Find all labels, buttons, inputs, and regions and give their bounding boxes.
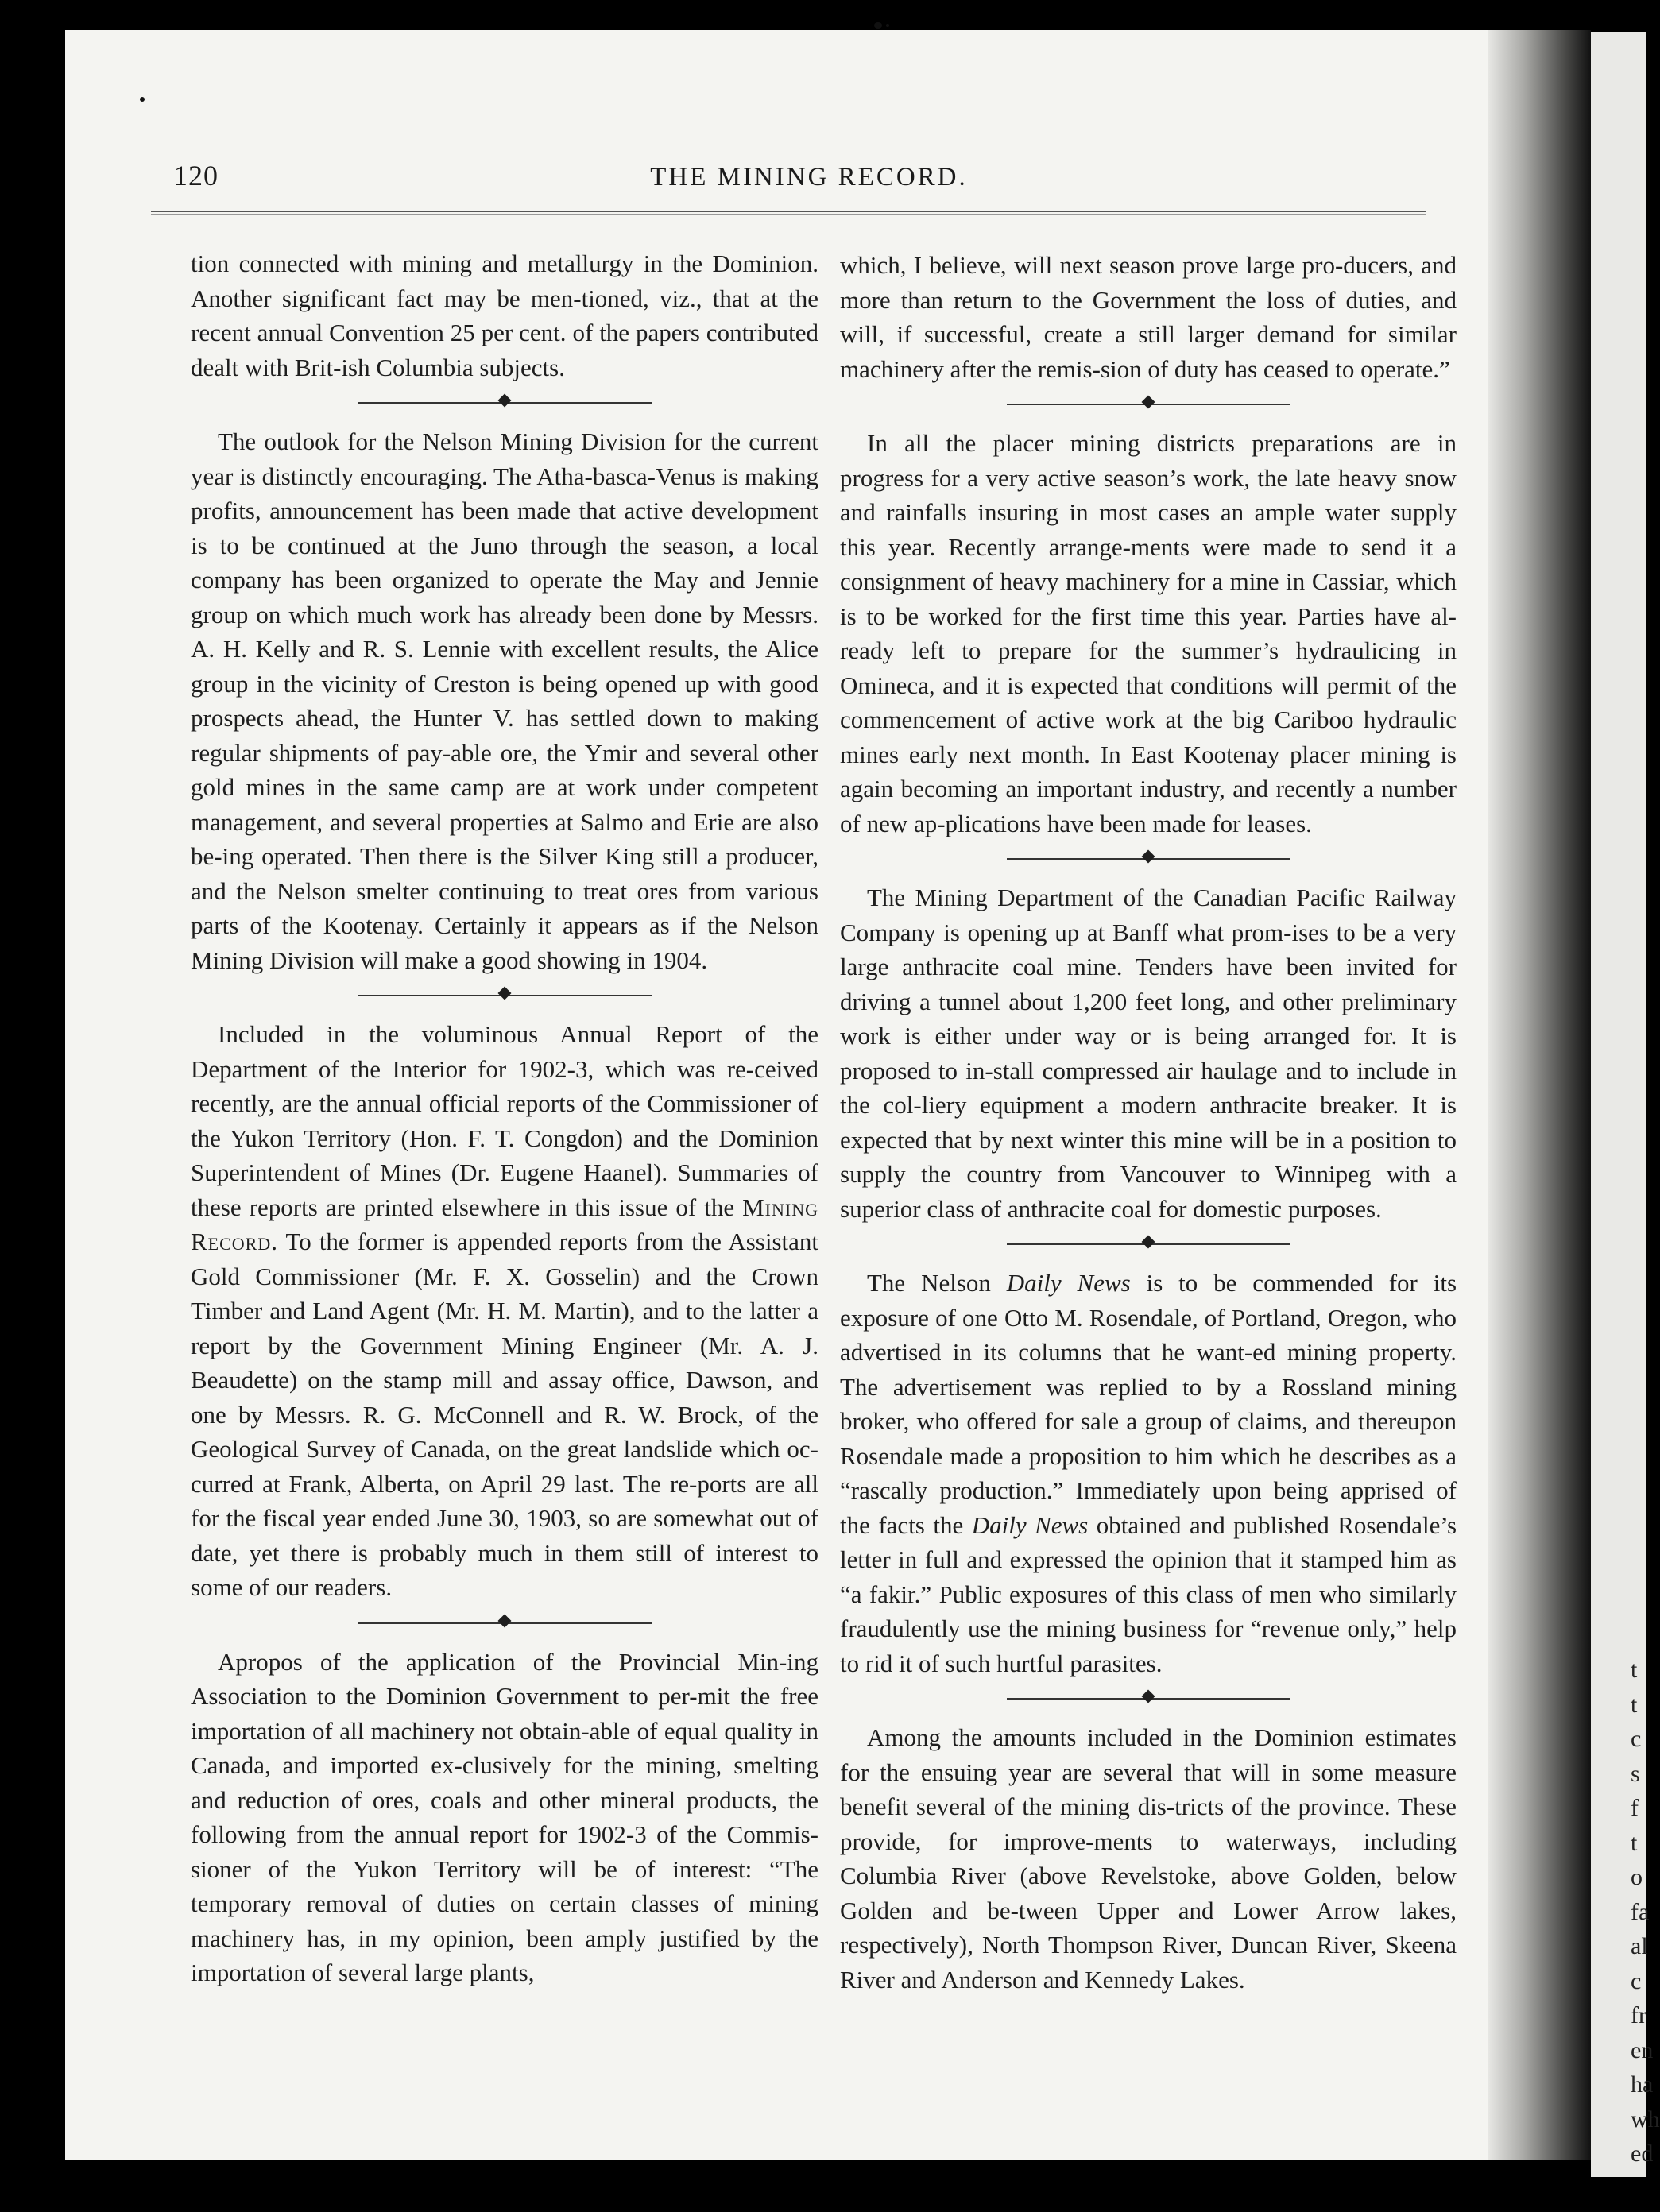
scan-speck <box>886 24 889 27</box>
paragraph: Apropos of the application of the Provincial Min-ing Association to the Dominion Government to per-mit the free importation of all machinery not obtain-able of equal quality in Canada, and imported ex-clusively for the mining, smelting and reduction of ores, coals and other mineral products, the following from the annual report for 1902-3 of the Commis-sioner of the Yukon Territory will be of interest: “The temporary removal of duties on certain classes of mining machinery has, in my opinion, been amply justified by the importation of several large plants, <box>191 1647 818 1986</box>
paragraph-text: obtained and published Rosendale’s letter in full and expressed the opinion that it stamped him as “a fakir.” Public exposures of this class of men who similarly fraudulently use the mining business for “revenue only,” help to rid it of such hurtful parasites. <box>840 1510 1457 1677</box>
right-column <box>840 248 1457 1997</box>
binding-shadow <box>1488 30 1591 2160</box>
diamond-ornament-icon <box>498 987 512 1000</box>
scan-speck <box>140 97 145 102</box>
section-divider <box>191 385 818 424</box>
paragraph <box>191 1017 818 1605</box>
section-divider <box>840 1226 1457 1266</box>
running-head: THE MINING RECORD. <box>650 163 968 191</box>
newspaper-name: Daily News <box>971 1510 1089 1539</box>
facing-page-edge <box>1591 32 1660 2177</box>
section-divider <box>191 977 818 1017</box>
paragraph-text: Included in the voluminous Annual Report of the Department of the Interior for 1902-3, which was re-ceived recently, are the annual official reports of the Commissioner of the Yukon Territory (Hon. F. T. Congdon) and the Dominion Superintendent of Mines (Dr. Eugene Haanel). Summaries of these reports are printed elsewhere in this issue of the <box>191 1020 818 1221</box>
page-number: 120 <box>173 160 219 191</box>
paragraph: The outlook for the Nelson Mining Division for the current year is distinctly encouraging. The Atha-basca-Venus is making profits, announcement has been made that active development is to be continued at the Juno through the season, a local company has been organized to operate the May and Jennie group on which much work has already been done by Messrs. A. H. Kelly and R. S. Lennie with excellent results, the Alice group in the vicinity of Creston is being opened up with good prospects ahead, the Hunter V. has settled down to making regular shipments of pay-able ore, the Ymir and several other gold mines in the same camp are at work under competent management, and several properties at Salmo and Erie are also be-ing operated. Then there is the Silver King still a producer, and the Nelson smelter continuing to treat ores from various parts of the Kootenay. Certainly it appears as if the Nelson Mining Division will make a good showing in 1904. <box>191 427 818 974</box>
diamond-ornament-icon <box>498 1614 512 1627</box>
paragraph <box>840 1266 1457 1680</box>
diamond-ornament-icon <box>1142 1690 1155 1703</box>
left-column <box>191 246 818 1990</box>
header-rule <box>151 211 1426 215</box>
newspaper-name: Daily News <box>1006 1269 1131 1297</box>
facing-page-text-fragment: t t c s f t o fa al c fr en ha wh ed <box>1631 1657 1660 2167</box>
diamond-ornament-icon <box>498 394 512 408</box>
diamond-ornament-icon <box>1142 396 1155 409</box>
publication-name: Mining Record. <box>191 1193 818 1255</box>
section-divider <box>840 386 1457 426</box>
paragraph: tion connected with mining and metallurgy in the Dominion. Another significant fact may be men-tioned, viz., that at the recent annual Convention 25 per cent. of the papers contributed dealt with Brit-ish Columbia subjects. <box>191 249 818 381</box>
paragraph: The Mining Department of the Canadian Pacific Railway Company is opening up at Banff what prom-ises to be a very large anthracite coal mine. Tenders have been invited for driving a tunnel about 1,200 feet long, and other preliminary work is either under way or is being arranged for. It is proposed to in-stall compressed air haulage and to include in the col-liery equipment a modern anthracite breaker. It is expected that by next winter this mine will be in a position to supply the country from Vancouver to Winnipeg with a superior class of anthracite coal for domestic purposes. <box>840 884 1457 1223</box>
paragraph-text: To the former is appended reports from the Assistant Gold Commissioner (Mr. F. X. Gosselin) and the Crown Timber and Land Agent (Mr. H. M. Martin), and to the latter a report by the Government Mining Engineer (Mr. A. J. Beaudette) on the stamp mill and assay office, Dawson, and one by Messrs. R. G. McConnell and R. W. Brock, of the Geological Survey of Canada, on the great landslide which oc-curred at Frank, Alberta, on April 29 last. The re-ports are all for the fiscal year ended June 30, 1903, so are somewhat out of date, yet there is probably much in them still of interest to some of our readers. <box>191 1228 818 1601</box>
paragraph: which, I believe, will next season prove large pro-ducers, and more than return to the Government the loss of duties, and will, if successful, create a still larger demand for similar machinery after the remis-sion of duty has ceased to operate.” <box>840 251 1457 383</box>
paragraph-text: is to be commended for its exposure of one Otto M. Rosendale, of Portland, Oregon, who advertised in its columns that he want-ed mining property. The advertisement was replied to by a Rossland mining broker, who offered for sale a group of claims, and thereupon Rosendale made a proposition to him which he describes as a “rascally production.” Immediately upon being apprised of the facts the <box>840 1269 1457 1539</box>
paragraph-text: The Nelson <box>867 1269 991 1297</box>
paragraph: Among the amounts included in the Dominion estimates for the ensuing year are several that will in some measure benefit several of the mining dis-tricts of the province. These provide, for improve-ments to waterways, including Columbia River (above Revelstoke, above Golden, below Golden and be-tween Upper and Lower Arrow lakes, respectively), North Thompson River, Duncan River, Skeena River and Anderson and Kennedy Lakes. <box>840 1723 1457 1994</box>
section-divider <box>840 1680 1457 1720</box>
page-header <box>173 127 1453 207</box>
diamond-ornament-icon <box>1142 850 1155 864</box>
diamond-ornament-icon <box>1142 1236 1155 1249</box>
paragraph: In all the placer mining districts preparations are in progress for a very active season’s work, the late heavy snow and rainfalls insuring in most cases an ample water supply this year. Recently arrange-ments were made to send it a consignment of heavy machinery for a mine in Cassiar, which is to be worked for the first time this year. Parties have al-ready left to prepare for the summer’s hydraulicing in Omineca, and it is expected that conditions will permit of the commencement of active work at the big Cariboo hydraulic mines early next month. In East Kootenay placer mining is again becoming an important industry, and recently a number of new ap-plications have been made for leases. <box>840 429 1457 837</box>
scan-speck <box>874 22 882 29</box>
section-divider <box>840 841 1457 880</box>
section-divider <box>191 1605 818 1645</box>
